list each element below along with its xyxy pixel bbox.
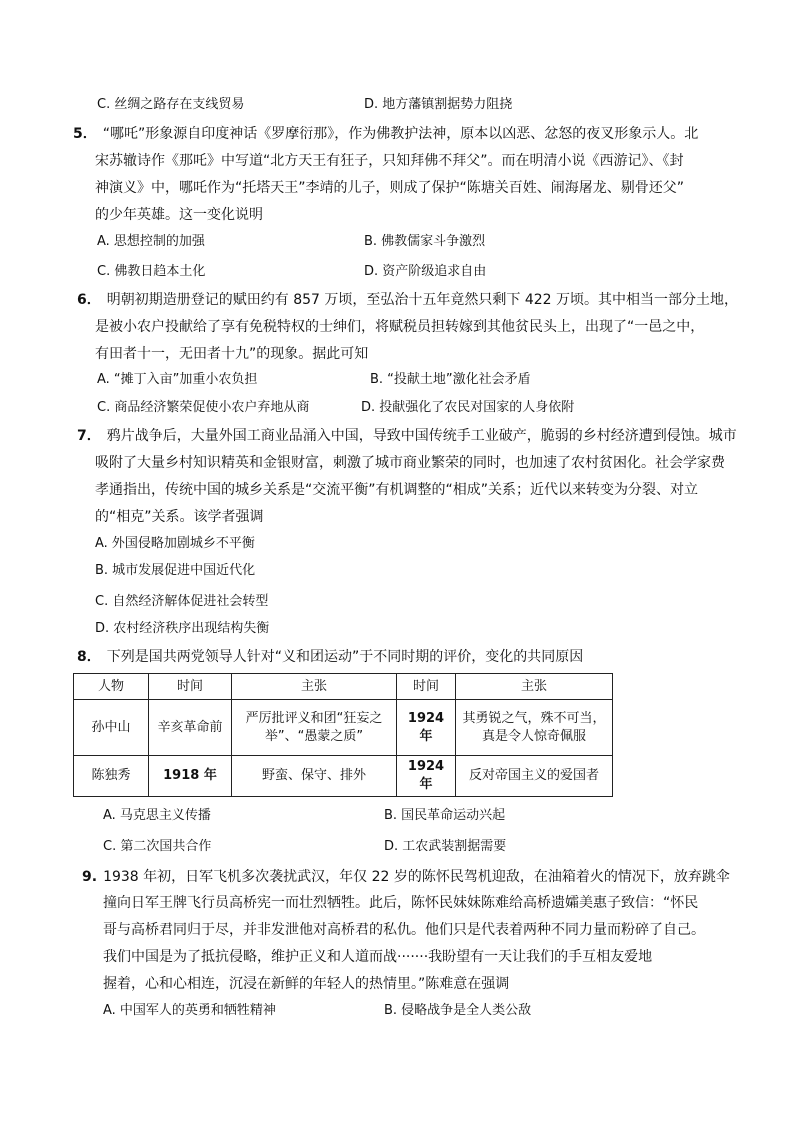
q7-line-1: 鸦片战争后，大量外国工商业品涌入中国，导致中国传统手工业破产，脆弱的乡村经济遭到侵蚀。城市 [106,428,737,444]
table-header-cell: 主张 [232,674,397,700]
q9-line-1: 1938 年初，日军飞机多次袭扰武汉，年仅 22 岁的陈怀民驾机迎敌，在油箱着火的情况下，放弃跳伞 [103,869,730,885]
q7-line-4: 的“相克”关系。该学者强调 [95,509,264,525]
q5-option-c: C. 佛教日趋本土化 [97,264,206,279]
q6-line-1: 明朝初期造册登记的赋田约有 857 万顷，至弘治十五年竟然只剩下 422 万顷。其中相当一部分土地， [106,292,738,308]
q9-line-3: 哥与高桥君同归于尽，并非发泄他对高桥君的私仇。他们只是代表着两种不同力量而粉碎了自己。 [103,922,705,938]
table-cell: 孙中山 [74,700,149,756]
q5-option-b: B. 佛教儒家斗争激烈 [364,234,486,249]
table-cell: 1924 年 [397,700,456,756]
q8-option-d: D. 工农武装割据需要 [384,839,507,854]
q8-option-b: B. 国民革命运动兴起 [384,808,506,823]
q9-option-a: A. 中国军人的英勇和牺牲精神 [103,1003,276,1018]
table-cell: 严厉批评义和团“狂妄之举”、“愚蒙之质” [232,700,397,756]
q5-line-3: 神演义》中，哪吒作为“托塔天王”李靖的儿子，则成了保护“陈塘关百姓、闹海屠龙、剔骨还父” [95,180,685,196]
q5-number: 5． [73,126,97,142]
q7-line-2: 吸附了大量乡村知识精英和金银财富，刺激了城市商业繁荣的同时，也加速了农村贫困化。社会学家费 [95,455,725,471]
q6-number: 6． [77,292,101,308]
q9-line-5: 握着，心和心相连，沉浸在新鲜的年轻人的热情里。”陈难意在强调 [103,976,510,992]
q5-line-2: 宋苏辙诗作《那吒》中写道“北方天王有狂子，只知拜佛不拜父”。而在明清小说《西游记》、《封 [95,153,684,169]
q6-option-c: C. 商品经济繁荣促使小农户弃地从商 [97,400,310,415]
q7-option-b: B. 城市发展促进中国近代化 [95,563,256,578]
table-header-cell: 人物 [74,674,149,700]
table-header-cell: 时间 [397,674,456,700]
q7-number: 7． [77,428,101,444]
q6-line-2: 是被小农户投献给了享有免税特权的士绅们，将赋税员担转嫁到其他贫民头上，出现了“一邑之中， [95,319,705,335]
q8-option-c: C. 第二次国共合作 [103,839,212,854]
q4-option-d: D. 地方藩镇割据势力阻挠 [364,97,513,112]
q8-stem [77,647,583,667]
q6-option-d: D. 投献强化了农民对国家的人身依附 [361,400,575,415]
q6-option-a: A. “摊丁入亩”加重小农负担 [97,372,258,387]
q8-number: 8． [77,649,101,665]
q7-option-a: A. 外国侵略加剧城乡不平衡 [95,536,255,551]
q6-line-3: 有田者十一，无田者十九”的现象。据此可知 [95,346,369,362]
q5-line-4: 的少年英雄。这一变化说明 [95,207,263,223]
table-cell: 陈独秀 [74,756,149,797]
q8-table [73,673,613,797]
q5-option-d: D. 资产阶级追求自由 [364,264,487,279]
q5-line-1: “哪吒”形象源自印度神话《罗摩衍那》，作为佛教护法神，原本以凶恶、忿怒的夜叉形象示人。北 [102,126,699,142]
q7-line-3: 孝通指出，传统中国的城乡关系是“交流平衡”有机调整的“相成”关系；近代以来转变为分裂、对立 [95,482,699,498]
table-row [74,756,613,797]
q9-line-4: 我们中国是为了抵抗侵略，维护正义和人道而战·······我盼望有一天让我们的手互相友爱地 [103,949,653,965]
q8-stem-text: 下列是国共两党领导人针对“义和团运动”于不同时期的评价，变化的共同原因 [106,649,584,665]
table-header-row [74,674,613,700]
table-cell: 1918 年 [149,756,232,797]
q6-option-b: B. “投献土地”激化社会矛盾 [370,372,531,387]
table-row [74,700,613,756]
q8-option-a: A. 马克思主义传播 [103,808,211,823]
q9-stem [82,867,730,887]
q7-option-c: C. 自然经济解体促进社会转型 [95,594,269,609]
table-header-cell: 时间 [149,674,232,700]
table-cell: 其勇锐之气，殊不可当，真是令人惊奇佩服 [456,700,613,756]
table-cell: 野蛮、保守、排外 [232,756,397,797]
table-header-cell: 主张 [456,674,613,700]
table-cell: 辛亥革命前 [149,700,232,756]
q5-stem [73,124,698,144]
q7-stem [77,426,737,446]
table-cell: 反对帝国主义的爱国者 [456,756,613,797]
q6-stem [77,290,738,310]
q5-option-a: A. 思想控制的加强 [97,234,205,249]
q9-option-b: B. 侵略战争是全人类公敌 [384,1003,532,1018]
q9-line-2: 撞向日军王牌飞行员高桥宪一而壮烈牺牲。此后，陈怀民妹妹陈难给高桥遗孀美惠子致信：“怀民 [103,895,699,911]
table-cell: 1924 年 [397,756,456,797]
q7-option-d: D. 农村经济秩序出现结构失衡 [95,621,270,636]
q4-option-c: C. 丝绸之路存在支线贸易 [97,97,245,112]
q9-number: 9. [82,869,98,885]
